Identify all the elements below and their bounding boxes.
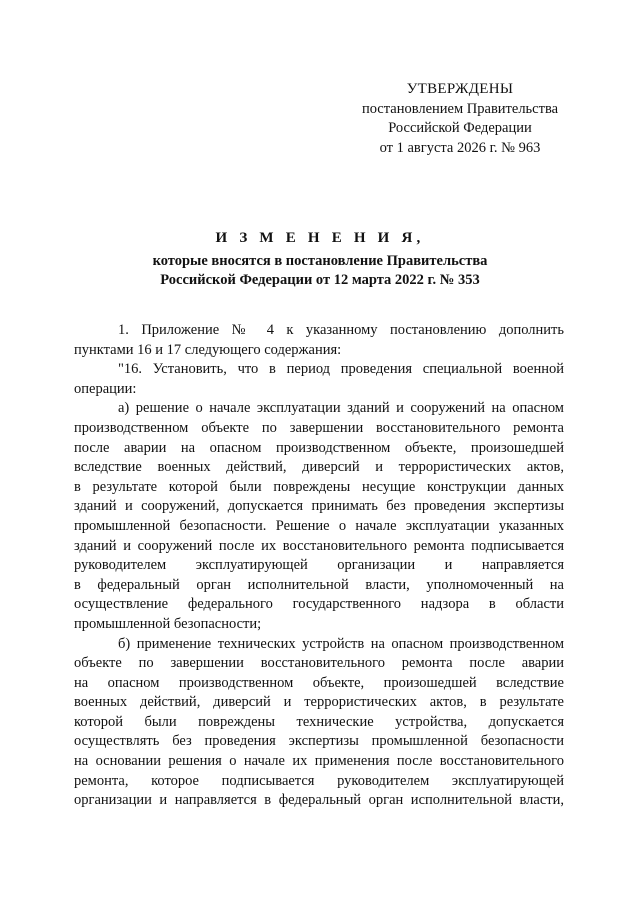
body-line: "16. Установить, что в период проведения специальной военной <box>118 361 564 378</box>
body-line: промышленной безопасности. Решение о начале эксплуатации указанных <box>74 517 564 534</box>
body-line: вследствие военных действий, диверсий и террористических актов, <box>74 459 564 476</box>
body-line: в результате которой были повреждены несущие конструкции данных <box>74 478 564 495</box>
approval-line-2: Российской Федерации <box>388 120 532 136</box>
document-title: И З М Е Н Е Н И Я, <box>215 230 425 246</box>
body-line: осуществление федерального государственного надзора в области <box>74 596 564 613</box>
body-line: военных действий, диверсий и террористических актов, в результате <box>74 694 564 711</box>
body-line: в федеральный орган исполнительной власти, уполномоченный на <box>74 576 564 593</box>
document-body <box>74 321 564 811</box>
body-line: зданий и сооружений, допускается принимать без проведения экспертизы <box>74 498 564 515</box>
document-subtitle-line-2: Российской Федерации от 12 марта 2022 г. № 353 <box>160 272 480 288</box>
body-line: а) решение о начале эксплуатации зданий и сооружений на опасном <box>118 400 564 417</box>
document-heading <box>60 228 580 290</box>
body-line: производственном объекте по завершении восстановительного ремонта <box>74 419 564 436</box>
body-line: организации и направляется в федеральный орган исполнительной власти, <box>74 792 564 809</box>
body-line: пунктами 16 и 17 следующего содержания: <box>74 341 342 358</box>
body-line: операции: <box>74 380 137 397</box>
body-line: после аварии на опасном производственном объекте, произошедшей <box>74 439 564 456</box>
approval-block <box>330 80 590 158</box>
body-line: зданий и сооружений после их восстановительного ремонта подписывается <box>74 537 564 554</box>
body-line: на опасном производственном объекте, произошедшей вследствие <box>74 674 564 691</box>
body-line: осуществлять без проведения экспертизы промышленной безопасности <box>74 733 564 750</box>
document-subtitle-line-1: которые вносятся в постановление Правительства <box>152 253 488 269</box>
body-line: на основании решения о начале их применения после восстановительного <box>74 753 564 770</box>
body-line: объекте по завершении восстановительного ремонта после аварии <box>74 655 564 672</box>
body-line: руководителем эксплуатирующей организации и направляется <box>74 557 564 574</box>
approval-line-3: от 1 августа 2026 г. № 963 <box>379 139 541 156</box>
body-line: б) применение технических устройств на опасном производственном <box>118 635 564 652</box>
approval-stamp-title: УТВЕРЖДЕНЫ <box>406 81 514 97</box>
body-line: которой были повреждены технические устройства, допускается <box>74 713 564 730</box>
body-line: ремонта, которое подписывается руководителем эксплуатирующей <box>74 772 564 789</box>
body-line: промышленной безопасности; <box>74 615 262 632</box>
body-line: 1. Приложение № 4 к указанному постановлению дополнить <box>118 322 564 338</box>
approval-line-1: постановлением Правительства <box>361 100 559 117</box>
